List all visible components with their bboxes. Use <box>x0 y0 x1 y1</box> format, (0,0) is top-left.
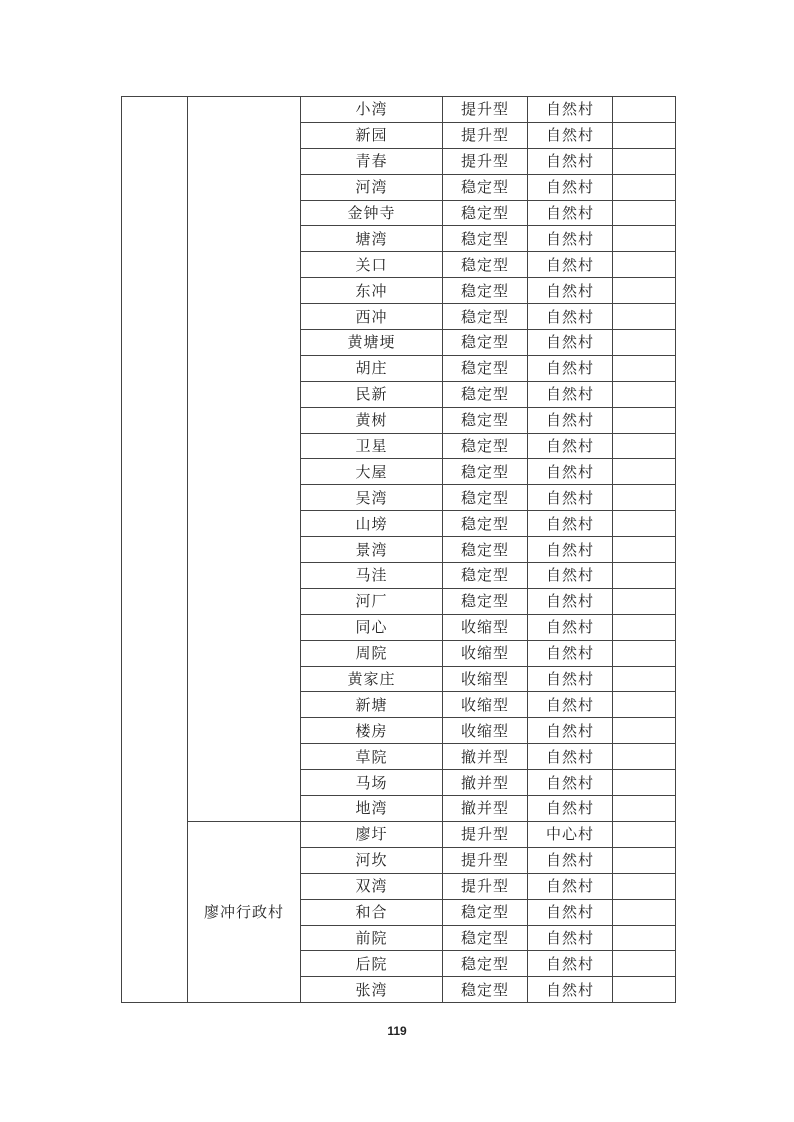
note-cell <box>613 122 676 148</box>
note-cell <box>613 744 676 770</box>
development-type-cell: 稳定型 <box>443 925 528 951</box>
note-cell <box>613 537 676 563</box>
village-name-cell: 河厂 <box>301 588 443 614</box>
note-cell <box>613 899 676 925</box>
admin-village-cell: 廖冲行政村 <box>188 821 301 1002</box>
development-type-cell: 稳定型 <box>443 381 528 407</box>
note-cell <box>613 252 676 278</box>
development-type-cell: 稳定型 <box>443 899 528 925</box>
development-type-cell: 稳定型 <box>443 407 528 433</box>
village-category-cell: 自然村 <box>528 899 613 925</box>
village-name-cell: 马场 <box>301 770 443 796</box>
development-type-cell: 稳定型 <box>443 951 528 977</box>
village-name-cell: 河坎 <box>301 847 443 873</box>
village-category-cell: 自然村 <box>528 692 613 718</box>
village-category-cell: 自然村 <box>528 951 613 977</box>
village-name-cell: 双湾 <box>301 873 443 899</box>
table-body <box>122 97 676 1003</box>
development-type-cell: 稳定型 <box>443 433 528 459</box>
village-name-cell: 卫星 <box>301 433 443 459</box>
village-name-cell: 黄树 <box>301 407 443 433</box>
village-name-cell: 廖圩 <box>301 821 443 847</box>
village-category-cell: 自然村 <box>528 563 613 589</box>
development-type-cell: 稳定型 <box>443 226 528 252</box>
note-cell <box>613 614 676 640</box>
village-category-cell: 自然村 <box>528 174 613 200</box>
note-cell <box>613 718 676 744</box>
development-type-cell: 撤并型 <box>443 770 528 796</box>
village-name-cell: 新塘 <box>301 692 443 718</box>
village-category-cell: 自然村 <box>528 407 613 433</box>
village-category-cell: 自然村 <box>528 873 613 899</box>
village-name-cell: 景湾 <box>301 537 443 563</box>
note-cell <box>613 174 676 200</box>
development-type-cell: 提升型 <box>443 97 528 123</box>
village-name-cell: 和合 <box>301 899 443 925</box>
note-cell <box>613 847 676 873</box>
development-type-cell: 稳定型 <box>443 977 528 1003</box>
village-category-cell: 自然村 <box>528 847 613 873</box>
village-category-cell: 自然村 <box>528 666 613 692</box>
note-cell <box>613 563 676 589</box>
development-type-cell: 稳定型 <box>443 537 528 563</box>
development-type-cell: 稳定型 <box>443 200 528 226</box>
note-cell <box>613 485 676 511</box>
township-cell <box>122 97 188 1003</box>
village-category-cell: 自然村 <box>528 977 613 1003</box>
development-type-cell: 稳定型 <box>443 304 528 330</box>
note-cell <box>613 97 676 123</box>
note-cell <box>613 304 676 330</box>
note-cell <box>613 873 676 899</box>
village-category-cell: 自然村 <box>528 511 613 537</box>
development-type-cell: 稳定型 <box>443 563 528 589</box>
village-category-cell: 自然村 <box>528 381 613 407</box>
village-category-cell: 自然村 <box>528 355 613 381</box>
village-category-cell: 自然村 <box>528 537 613 563</box>
development-type-cell: 收缩型 <box>443 614 528 640</box>
village-category-cell: 自然村 <box>528 122 613 148</box>
development-type-cell: 稳定型 <box>443 252 528 278</box>
village-category-cell: 自然村 <box>528 796 613 822</box>
note-cell <box>613 951 676 977</box>
development-type-cell: 收缩型 <box>443 666 528 692</box>
village-name-cell: 西冲 <box>301 304 443 330</box>
village-name-cell: 胡庄 <box>301 355 443 381</box>
note-cell <box>613 821 676 847</box>
note-cell <box>613 278 676 304</box>
village-name-cell: 周院 <box>301 640 443 666</box>
village-category-cell: 自然村 <box>528 485 613 511</box>
village-category-cell: 自然村 <box>528 278 613 304</box>
village-category-cell: 自然村 <box>528 614 613 640</box>
development-type-cell: 提升型 <box>443 847 528 873</box>
development-type-cell: 撤并型 <box>443 796 528 822</box>
development-type-cell: 收缩型 <box>443 692 528 718</box>
development-type-cell: 稳定型 <box>443 174 528 200</box>
note-cell <box>613 355 676 381</box>
village-name-cell: 黄家庄 <box>301 666 443 692</box>
village-category-cell: 自然村 <box>528 640 613 666</box>
village-category-cell: 自然村 <box>528 200 613 226</box>
village-name-cell: 河湾 <box>301 174 443 200</box>
village-name-cell: 大屋 <box>301 459 443 485</box>
note-cell <box>613 381 676 407</box>
admin-village-cell <box>188 97 301 822</box>
village-category-cell: 自然村 <box>528 330 613 356</box>
village-name-cell: 金钟寺 <box>301 200 443 226</box>
page-number: 119 <box>387 1024 407 1038</box>
village-name-cell: 地湾 <box>301 796 443 822</box>
village-category-cell: 自然村 <box>528 925 613 951</box>
village-name-cell: 后院 <box>301 951 443 977</box>
note-cell <box>613 511 676 537</box>
development-type-cell: 收缩型 <box>443 640 528 666</box>
village-name-cell: 楼房 <box>301 718 443 744</box>
village-name-cell: 塘湾 <box>301 226 443 252</box>
note-cell <box>613 692 676 718</box>
village-name-cell: 张湾 <box>301 977 443 1003</box>
village-category-cell: 自然村 <box>528 252 613 278</box>
note-cell <box>613 925 676 951</box>
development-type-cell: 稳定型 <box>443 355 528 381</box>
note-cell <box>613 977 676 1003</box>
development-type-cell: 稳定型 <box>443 485 528 511</box>
note-cell <box>613 770 676 796</box>
village-name-cell: 青春 <box>301 148 443 174</box>
development-type-cell: 提升型 <box>443 873 528 899</box>
note-cell <box>613 148 676 174</box>
development-type-cell: 提升型 <box>443 148 528 174</box>
note-cell <box>613 666 676 692</box>
development-type-cell: 撤并型 <box>443 744 528 770</box>
village-name-cell: 草院 <box>301 744 443 770</box>
note-cell <box>613 640 676 666</box>
note-cell <box>613 796 676 822</box>
village-category-cell: 自然村 <box>528 770 613 796</box>
village-name-cell: 山塝 <box>301 511 443 537</box>
note-cell <box>613 330 676 356</box>
village-name-cell: 前院 <box>301 925 443 951</box>
village-name-cell: 黄塘埂 <box>301 330 443 356</box>
village-category-cell: 自然村 <box>528 148 613 174</box>
village-category-cell: 自然村 <box>528 718 613 744</box>
village-category-cell: 自然村 <box>528 97 613 123</box>
village-category-cell: 中心村 <box>528 821 613 847</box>
development-type-cell: 提升型 <box>443 821 528 847</box>
village-name-cell: 同心 <box>301 614 443 640</box>
village-name-cell: 民新 <box>301 381 443 407</box>
village-name-cell: 东冲 <box>301 278 443 304</box>
village-category-cell: 自然村 <box>528 304 613 330</box>
development-type-cell: 稳定型 <box>443 511 528 537</box>
village-name-cell: 小湾 <box>301 97 443 123</box>
village-classification-table <box>121 96 676 1003</box>
note-cell <box>613 459 676 485</box>
note-cell <box>613 407 676 433</box>
village-category-cell: 自然村 <box>528 459 613 485</box>
note-cell <box>613 433 676 459</box>
village-name-cell: 新园 <box>301 122 443 148</box>
development-type-cell: 稳定型 <box>443 330 528 356</box>
village-table-container <box>121 96 676 1003</box>
village-name-cell: 吴湾 <box>301 485 443 511</box>
village-name-cell: 马洼 <box>301 563 443 589</box>
note-cell <box>613 226 676 252</box>
table-row <box>122 821 676 847</box>
note-cell <box>613 200 676 226</box>
note-cell <box>613 588 676 614</box>
village-category-cell: 自然村 <box>528 226 613 252</box>
development-type-cell: 稳定型 <box>443 588 528 614</box>
village-name-cell: 关口 <box>301 252 443 278</box>
village-category-cell: 自然村 <box>528 433 613 459</box>
village-category-cell: 自然村 <box>528 588 613 614</box>
development-type-cell: 稳定型 <box>443 278 528 304</box>
village-category-cell: 自然村 <box>528 744 613 770</box>
development-type-cell: 提升型 <box>443 122 528 148</box>
development-type-cell: 稳定型 <box>443 459 528 485</box>
table-row <box>122 97 676 123</box>
development-type-cell: 收缩型 <box>443 718 528 744</box>
